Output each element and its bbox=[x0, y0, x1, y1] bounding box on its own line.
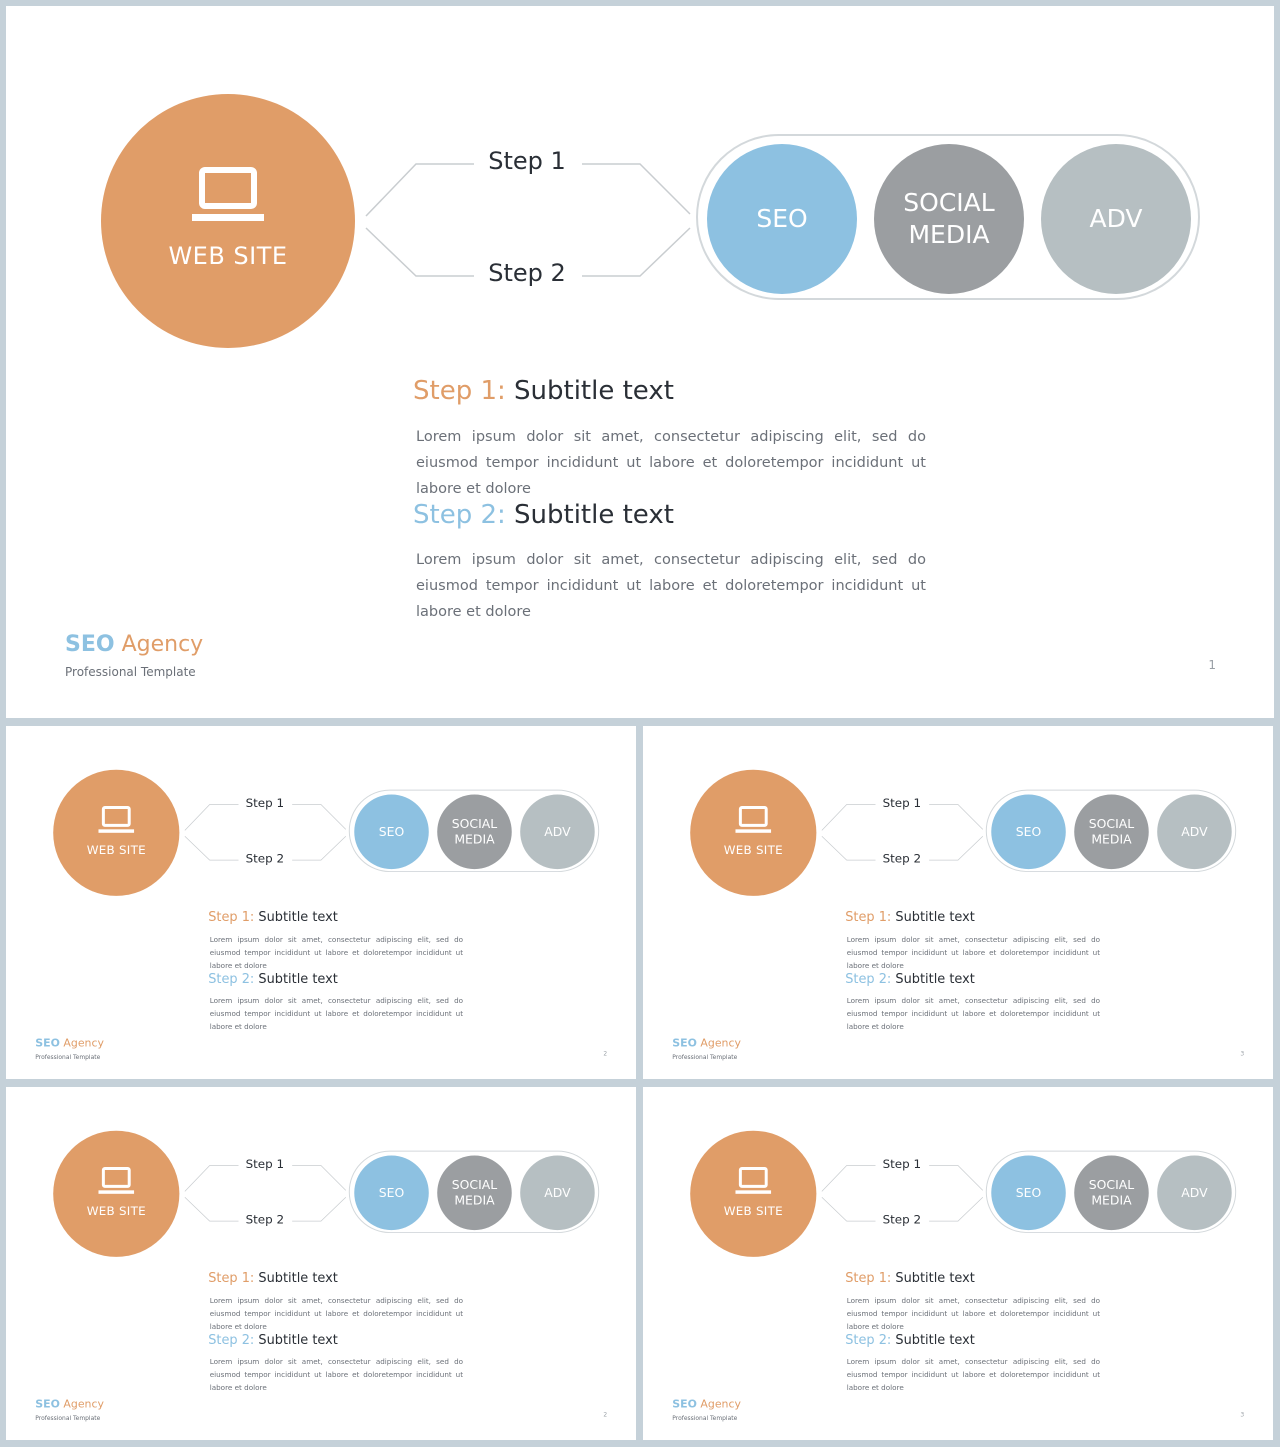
brand-tagline: Professional Template bbox=[672, 1414, 738, 1422]
seo-circle bbox=[991, 1156, 1066, 1231]
adv-label: ADV bbox=[544, 824, 571, 839]
laptop-icon bbox=[192, 166, 264, 224]
brand-tagline: Professional Template bbox=[35, 1053, 101, 1061]
seo-circle bbox=[354, 795, 429, 870]
step2-subtitle bbox=[845, 1332, 975, 1347]
adv-circle bbox=[1157, 795, 1232, 870]
step2-body-text: Lorem ipsum dolor sit amet, consectetur adipiscing elit, sed do eiusmod tempor incididunt ut labore et doloretempor incididunt ut labore et dolore bbox=[209, 1358, 464, 1393]
seo-label: SEO bbox=[756, 204, 808, 233]
adv-label: ADV bbox=[1181, 1185, 1208, 1200]
step2-label: Step 2 bbox=[882, 1212, 922, 1227]
step1-body-text: Lorem ipsum dolor sit amet, consectetur adipiscing elit, sed do eiusmod tempor incididunt ut labore et doloretempor incididunt ut labore et dolore bbox=[416, 429, 926, 497]
step1-subtitle bbox=[208, 910, 338, 925]
adv-circle bbox=[520, 1156, 595, 1231]
website-circle bbox=[53, 770, 179, 896]
step2-subtitle-prefix: Step 2: bbox=[845, 971, 892, 987]
social-media-label: SOCIAL MEDIA bbox=[1088, 1177, 1135, 1208]
step1-subtitle-text: Subtitle text bbox=[891, 1270, 975, 1286]
seo-label: SEO bbox=[1015, 1185, 1042, 1200]
social-media-circle bbox=[1074, 795, 1149, 870]
step2-body-text: Lorem ipsum dolor sit amet, consectetur adipiscing elit, sed do eiusmod tempor incididunt ut labore et doloretempor incididunt ut labore et dolore bbox=[416, 552, 926, 620]
slide-content bbox=[643, 1087, 1273, 1440]
page-number: 1 bbox=[1208, 658, 1216, 672]
brand-logo bbox=[672, 1037, 741, 1049]
slide-thumbnail-4[interactable] bbox=[6, 1087, 636, 1440]
step2-subtitle-prefix: Step 2: bbox=[208, 971, 255, 987]
step2-subtitle-text: Subtitle text bbox=[254, 971, 338, 987]
page-number: 2 bbox=[603, 1410, 608, 1418]
page-number: 3 bbox=[1240, 1049, 1245, 1057]
step1-subtitle-text: Subtitle text bbox=[254, 1270, 338, 1286]
slide-content bbox=[6, 6, 1274, 718]
step1-subtitle-prefix: Step 1: bbox=[208, 909, 255, 925]
brand-seo: SEO bbox=[65, 632, 115, 657]
brand-logo bbox=[65, 632, 203, 657]
laptop-icon bbox=[735, 805, 771, 834]
laptop-icon bbox=[98, 805, 134, 834]
step1-subtitle-prefix: Step 1: bbox=[413, 376, 506, 406]
step1-subtitle-prefix: Step 1: bbox=[845, 1270, 892, 1286]
website-label: WEB SITE bbox=[86, 843, 146, 858]
social-media-circle bbox=[437, 795, 512, 870]
slide-content bbox=[6, 726, 636, 1079]
website-label: WEB SITE bbox=[168, 242, 288, 270]
slide-thumbnail-2[interactable] bbox=[6, 726, 636, 1079]
seo-label: SEO bbox=[378, 824, 405, 839]
step1-label: Step 1 bbox=[882, 1157, 922, 1171]
brand-seo: SEO bbox=[672, 1036, 697, 1050]
seo-circle bbox=[991, 795, 1066, 870]
adv-label: ADV bbox=[1181, 824, 1208, 839]
step1-subtitle bbox=[845, 1271, 975, 1286]
website-label: WEB SITE bbox=[723, 843, 783, 858]
step2-subtitle-prefix: Step 2: bbox=[208, 1332, 255, 1348]
step2-body-text: Lorem ipsum dolor sit amet, consectetur adipiscing elit, sed do eiusmod tempor incididunt ut labore et doloretempor incididunt ut labore et dolore bbox=[846, 1358, 1101, 1393]
step2-label: Step 2 bbox=[882, 851, 922, 866]
step1-subtitle bbox=[413, 376, 674, 406]
brand-logo bbox=[672, 1398, 741, 1410]
step2-body-text: Lorem ipsum dolor sit amet, consectetur adipiscing elit, sed do eiusmod tempor incididunt ut labore et doloretempor incididunt ut labore et dolore bbox=[846, 997, 1101, 1032]
adv-label: ADV bbox=[1089, 204, 1143, 233]
social-media-label: SOCIAL MEDIA bbox=[451, 816, 498, 847]
website-circle bbox=[690, 1131, 816, 1257]
brand-seo: SEO bbox=[35, 1397, 60, 1411]
step1-label: Step 1 bbox=[245, 1157, 285, 1171]
seo-label: SEO bbox=[378, 1185, 405, 1200]
step2-label: Step 2 bbox=[245, 1212, 285, 1227]
brand-seo: SEO bbox=[672, 1397, 697, 1411]
step2-subtitle bbox=[845, 971, 975, 986]
step1-subtitle-prefix: Step 1: bbox=[208, 1270, 255, 1286]
website-circle bbox=[101, 94, 355, 348]
seo-circle bbox=[707, 144, 857, 294]
step1-body-text: Lorem ipsum dolor sit amet, consectetur adipiscing elit, sed do eiusmod tempor incididunt ut labore et doloretempor incididunt ut labore et dolore bbox=[846, 1297, 1101, 1331]
adv-circle bbox=[1041, 144, 1191, 294]
slide-thumbnail-5[interactable] bbox=[643, 1087, 1273, 1440]
brand-tagline: Professional Template bbox=[35, 1414, 101, 1422]
social-media-circle bbox=[437, 1156, 512, 1231]
slide-main[interactable] bbox=[6, 6, 1274, 718]
slide-content bbox=[6, 1087, 636, 1440]
slide-thumbnail-3[interactable] bbox=[643, 726, 1273, 1079]
adv-label: ADV bbox=[544, 1185, 571, 1200]
social-media-label: SOCIAL MEDIA bbox=[451, 1177, 498, 1208]
brand-seo: SEO bbox=[35, 1036, 60, 1050]
step2-body-text: Lorem ipsum dolor sit amet, consectetur adipiscing elit, sed do eiusmod tempor incididunt ut labore et doloretempor incididunt ut labore et dolore bbox=[209, 997, 464, 1032]
step1-label: Step 1 bbox=[882, 796, 922, 810]
step2-label: Step 2 bbox=[245, 851, 285, 866]
brand-agency: Agency bbox=[114, 632, 204, 657]
website-label: WEB SITE bbox=[86, 1204, 146, 1219]
laptop-icon bbox=[735, 1166, 771, 1195]
brand-tagline: Professional Template bbox=[65, 665, 196, 679]
brand-agency: Agency bbox=[59, 1397, 104, 1411]
website-circle bbox=[53, 1131, 179, 1257]
step2-subtitle-text: Subtitle text bbox=[254, 1332, 338, 1348]
adv-circle bbox=[1157, 1156, 1232, 1231]
website-circle bbox=[690, 770, 816, 896]
step1-body-text: Lorem ipsum dolor sit amet, consectetur adipiscing elit, sed do eiusmod tempor incididunt ut labore et doloretempor incididunt ut labore et dolore bbox=[209, 936, 464, 970]
step1-subtitle-prefix: Step 1: bbox=[845, 909, 892, 925]
step2-subtitle bbox=[208, 1332, 338, 1347]
step1-body-text: Lorem ipsum dolor sit amet, consectetur adipiscing elit, sed do eiusmod tempor incididunt ut labore et doloretempor incididunt ut labore et dolore bbox=[209, 1297, 464, 1331]
step2-subtitle bbox=[208, 971, 338, 986]
step2-label: Step 2 bbox=[488, 259, 566, 287]
step1-subtitle bbox=[845, 910, 975, 925]
adv-circle bbox=[520, 795, 595, 870]
step2-subtitle-text: Subtitle text bbox=[891, 971, 975, 987]
laptop-icon bbox=[98, 1166, 134, 1195]
website-label: WEB SITE bbox=[723, 1204, 783, 1219]
social-media-circle bbox=[874, 144, 1024, 294]
step2-subtitle bbox=[413, 500, 674, 530]
step1-label: Step 1 bbox=[488, 147, 566, 175]
brand-logo bbox=[35, 1398, 104, 1410]
step1-subtitle-text: Subtitle text bbox=[254, 909, 338, 925]
slide-content bbox=[643, 726, 1273, 1079]
brand-agency: Agency bbox=[696, 1397, 741, 1411]
step1-subtitle-text: Subtitle text bbox=[891, 909, 975, 925]
step1-body-text: Lorem ipsum dolor sit amet, consectetur adipiscing elit, sed do eiusmod tempor incididunt ut labore et doloretempor incididunt ut labore et dolore bbox=[846, 936, 1101, 970]
step2-subtitle-prefix: Step 2: bbox=[413, 500, 506, 530]
page-number: 2 bbox=[603, 1049, 608, 1057]
brand-agency: Agency bbox=[696, 1036, 741, 1050]
brand-tagline: Professional Template bbox=[672, 1053, 738, 1061]
brand-logo bbox=[35, 1037, 104, 1049]
step1-label: Step 1 bbox=[245, 796, 285, 810]
seo-circle bbox=[354, 1156, 429, 1231]
step1-subtitle bbox=[208, 1271, 338, 1286]
social-media-label: SOCIAL MEDIA bbox=[1088, 816, 1135, 847]
page-number: 3 bbox=[1240, 1410, 1245, 1418]
step2-subtitle-prefix: Step 2: bbox=[845, 1332, 892, 1348]
social-media-label: SOCIAL MEDIA bbox=[903, 188, 995, 249]
social-media-circle bbox=[1074, 1156, 1149, 1231]
brand-agency: Agency bbox=[59, 1036, 104, 1050]
step2-subtitle-text: Subtitle text bbox=[891, 1332, 975, 1348]
step1-subtitle-text: Subtitle text bbox=[505, 376, 674, 406]
seo-label: SEO bbox=[1015, 824, 1042, 839]
step2-subtitle-text: Subtitle text bbox=[505, 500, 674, 530]
